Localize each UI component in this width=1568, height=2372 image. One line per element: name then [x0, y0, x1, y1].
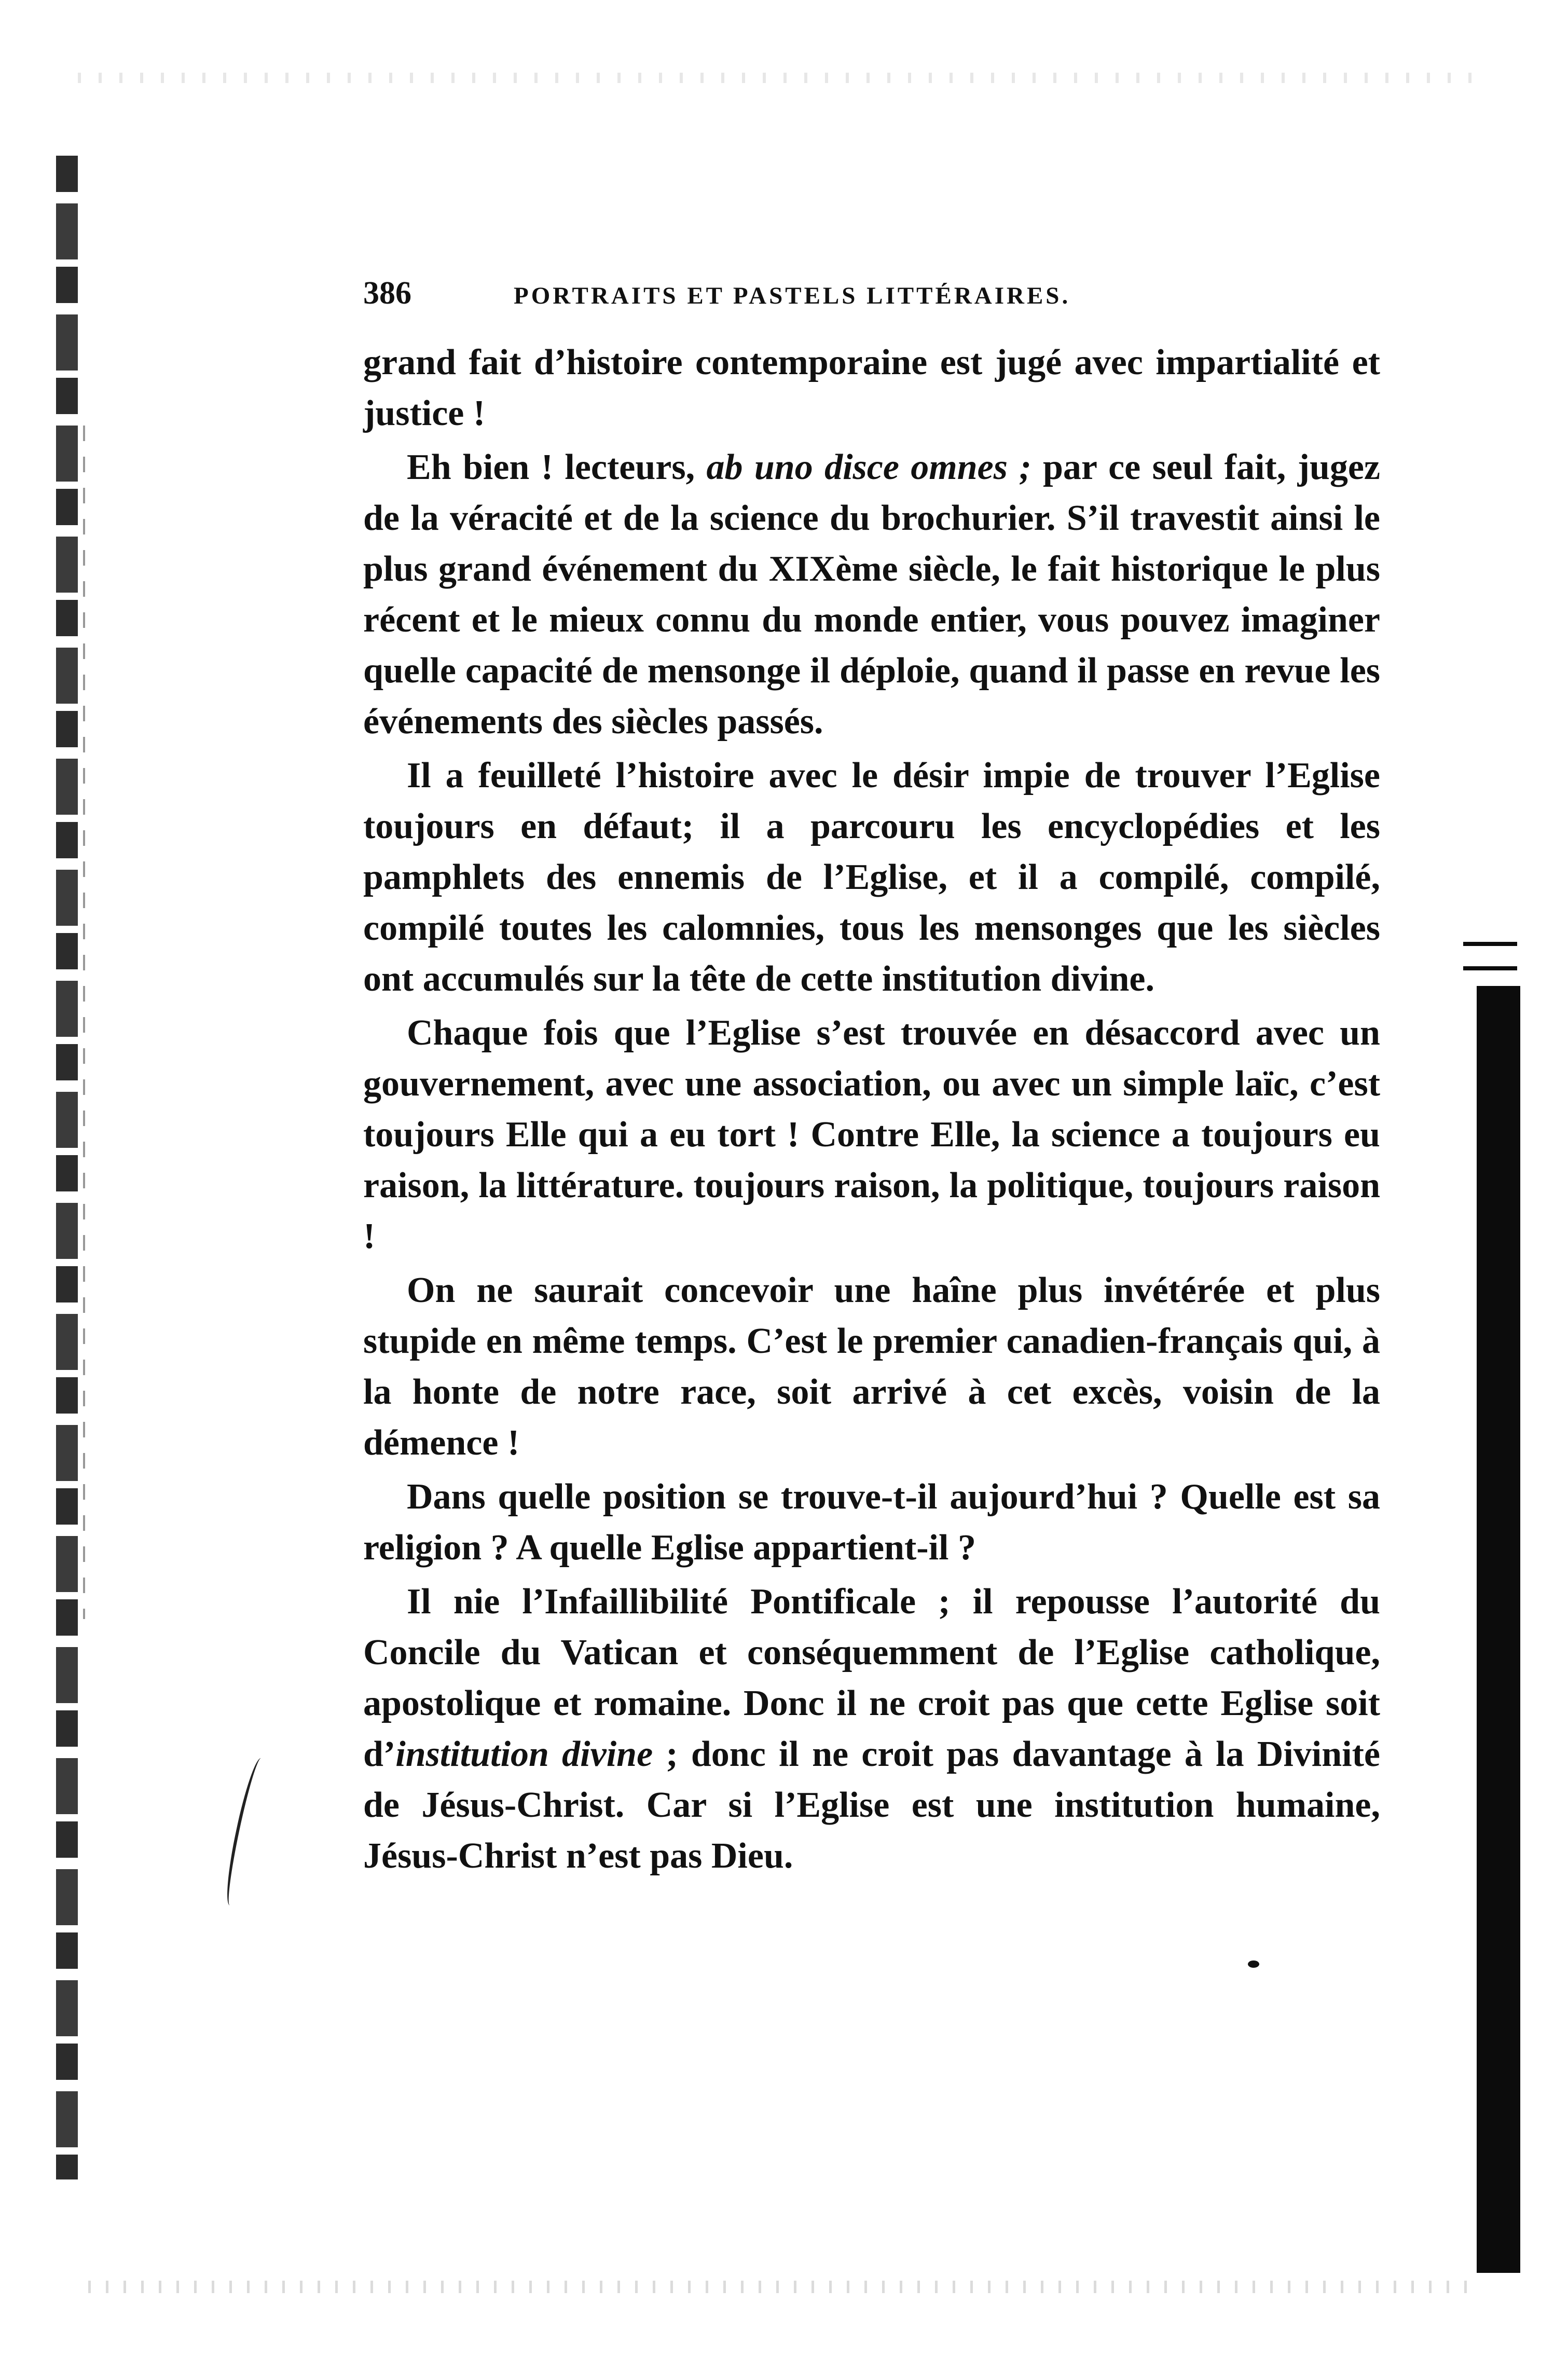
paragraph-text: ; donc il ne croit pas davantage à la Divinité de Jésus-Christ. Car si l’Eglise est une institution humaine, Jésus-Christ n’est pas Dieu.: [363, 1734, 1380, 1876]
body-text: [363, 337, 1380, 1885]
paragraph: [363, 1265, 1380, 1469]
scan-noise-top: [78, 73, 1489, 83]
scan-noise-bottom: [88, 2281, 1468, 2293]
paragraph-text: par ce seul fait, jugez de la véracité et de la science du brochurier. S’il travestit ainsi le plus grand événement du XIXème siècle, le fait historique le plus récent et le mieux connu du monde entier, vous pouvez imaginer quelle capacité de mensonge il déploie, quand il passe en revue les événements des siècles passés.: [363, 447, 1380, 742]
paragraph: [363, 1472, 1380, 1573]
paragraph-text: Dans quelle position se trouve-t-il aujourd’hui ? Quelle est sa religion ? A quelle Eglise appartient-il ?: [363, 1477, 1380, 1568]
paragraph-text: Eh bien ! lecteurs,: [407, 447, 707, 487]
paragraph-continued: [363, 337, 1380, 439]
ink-blot: [1248, 1960, 1259, 1968]
emphasized-phrase: institution divine: [395, 1734, 653, 1774]
page-edge-right: [1477, 986, 1520, 2273]
pencil-bracket-mark: [221, 1756, 270, 1907]
page-number: 386: [363, 276, 411, 311]
paragraph-text: Il nie l’Infaillibilité Pontificale ; il repousse l’autorité du Concile du Vatican et conséquemment de l’Eglise catholique, apostolique et romaine. Donc il ne croit pas que cette Eglise soit d’: [363, 1582, 1380, 1774]
running-head: [363, 275, 1323, 322]
paragraph-text: Il a feuilleté l’histoire avec le désir impie de trouver l’Eglise toujours en défaut; il a parcouru les encyclopédies et les pamphlets des ennemis de l’Eglise, et il a compilé, compilé, compilé toutes les calomnies, tous les mensonges que les siècles ont accumulés sur la tête de cette institution divine.: [363, 756, 1380, 999]
running-title: PORTRAITS ET PASTELS LITTÉRAIRES.: [514, 282, 1071, 309]
paragraph-text: Chaque fois que l’Eglise s’est trouvée en désaccord avec un gouvernement, avec une association, ou avec un simple laïc, c’est toujours Elle qui a eu tort ! Contre Elle, la science a toujours eu raison, la littérature. toujours raison, la politique, toujours raison !: [363, 1013, 1380, 1256]
edge-mark-right-second: [1463, 966, 1517, 970]
paragraph: [363, 442, 1380, 747]
paragraph-text: On ne saurait concevoir une haîne plus invétérée et plus stupide en même temps. C’est le premier canadien-français qui, à la honte de notre race, soit arrivé à cet excès, voisin de la démence !: [363, 1270, 1380, 1463]
latin-phrase: ab uno disce omnes ;: [706, 447, 1031, 487]
paragraph-text: grand fait d’histoire contemporaine est jugé avec impartialité et justice !: [363, 342, 1380, 433]
binding-edge-dashes: [83, 426, 85, 1619]
binding-edge-left: [56, 156, 78, 2179]
paragraph: [363, 1008, 1380, 1262]
edge-mark-right-top: [1463, 942, 1517, 946]
paragraph: [363, 1576, 1380, 1882]
paragraph: [363, 750, 1380, 1005]
